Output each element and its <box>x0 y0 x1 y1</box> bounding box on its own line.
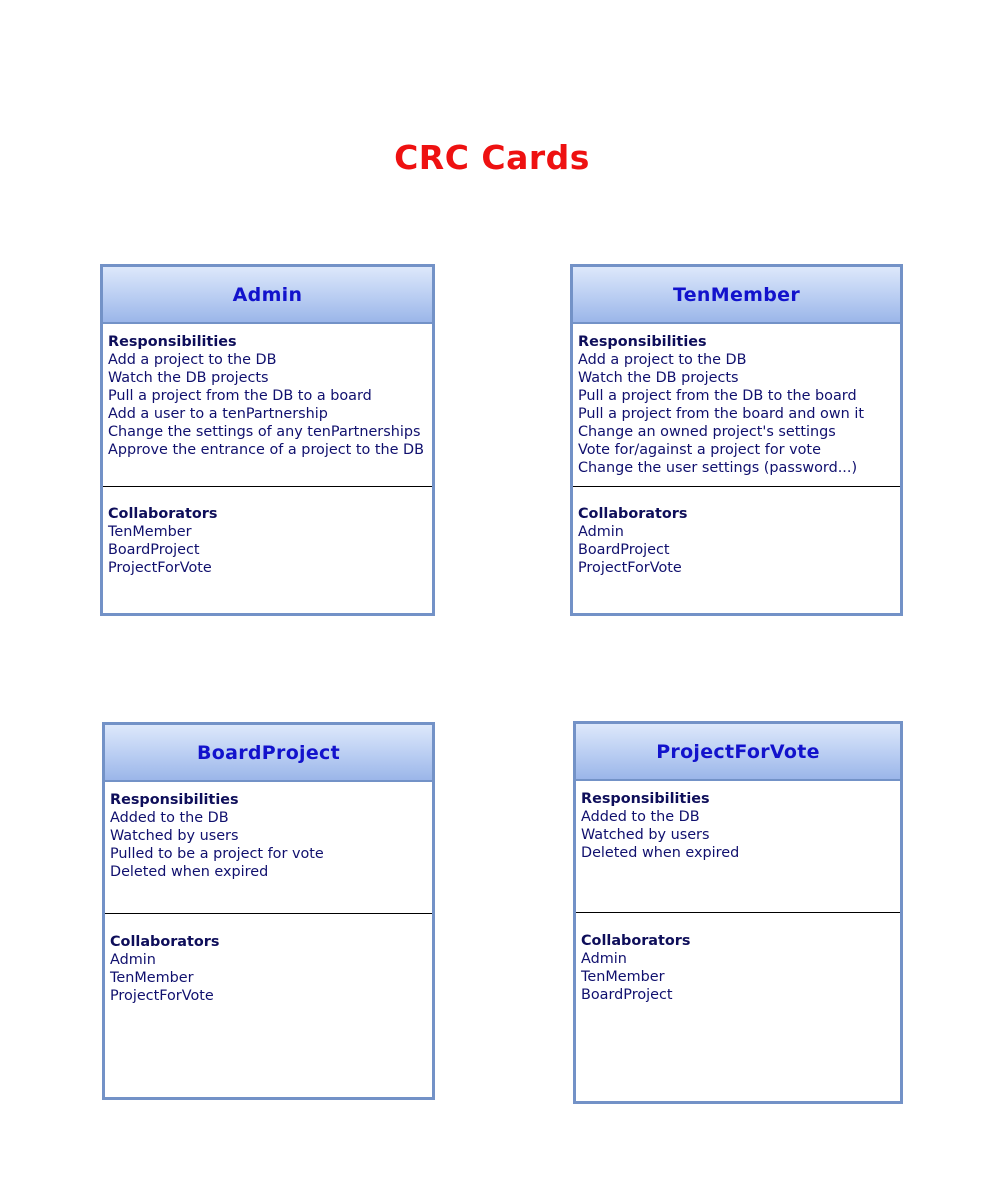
crc-card-projectforvote <box>573 721 903 1104</box>
responsibilities-section <box>110 791 428 881</box>
collaborator-item: BoardProject <box>581 987 673 1003</box>
collaborator-item: BoardProject <box>578 542 670 558</box>
responsibility-item: Watch the DB projects <box>108 370 269 386</box>
responsibilities-section <box>108 333 428 459</box>
section-divider <box>103 486 432 487</box>
responsibility-item: Change the user settings (password...) <box>578 460 858 476</box>
collaborators-section <box>581 932 896 1004</box>
responsibility-item: Deleted when expired <box>581 845 740 861</box>
responsibility-item: Add a project to the DB <box>578 352 747 368</box>
collaborators-section <box>108 505 428 577</box>
collaborators-heading: Collaborators <box>578 506 688 522</box>
card-class-name: BoardProject <box>196 741 341 764</box>
responsibility-item: Watched by users <box>581 827 710 843</box>
responsibilities-heading: Responsibilities <box>581 791 710 807</box>
responsibility-item: Deleted when expired <box>110 864 269 880</box>
responsibility-item: Change an owned project's settings <box>578 424 836 440</box>
collaborator-item: Admin <box>110 952 156 968</box>
section-divider <box>576 912 900 913</box>
card-header <box>103 267 432 324</box>
card-header <box>105 725 432 782</box>
responsibility-item: Add a user to a tenPartnership <box>108 406 328 422</box>
collaborator-item: TenMember <box>110 970 194 986</box>
responsibility-item: Added to the DB <box>581 809 700 825</box>
card-header <box>576 724 900 781</box>
section-divider <box>105 913 432 914</box>
responsibilities-section <box>581 790 896 862</box>
collaborators-section <box>578 505 896 577</box>
card-header <box>573 267 900 324</box>
collaborator-item: BoardProject <box>108 542 200 558</box>
section-divider <box>573 486 900 487</box>
responsibilities-section <box>578 333 896 477</box>
collaborator-item: TenMember <box>108 524 192 540</box>
responsibilities-heading: Responsibilities <box>578 334 707 350</box>
responsibility-item: Pulled to be a project for vote <box>110 846 324 862</box>
page-title: CRC Cards <box>394 138 590 177</box>
responsibility-item: Add a project to the DB <box>108 352 277 368</box>
collaborators-heading: Collaborators <box>108 506 218 522</box>
collaborator-item: ProjectForVote <box>108 560 212 576</box>
responsibility-item: Watched by users <box>110 828 239 844</box>
collaborator-item: ProjectForVote <box>110 988 214 1004</box>
collaborator-item: Admin <box>581 951 627 967</box>
responsibility-item: Vote for/against a project for vote <box>578 442 821 458</box>
crc-card-admin <box>100 264 435 616</box>
collaborator-item: ProjectForVote <box>578 560 682 576</box>
card-class-name: Admin <box>232 283 303 306</box>
responsibility-item: Pull a project from the DB to a board <box>108 388 372 404</box>
crc-card-boardproject <box>102 722 435 1100</box>
responsibility-item: Pull a project from the board and own it <box>578 406 864 422</box>
crc-card-tenmember <box>570 264 903 616</box>
collaborator-item: Admin <box>578 524 624 540</box>
responsibilities-heading: Responsibilities <box>110 792 239 808</box>
responsibility-item: Watch the DB projects <box>578 370 739 386</box>
collaborator-item: TenMember <box>581 969 665 985</box>
responsibility-item: Added to the DB <box>110 810 229 826</box>
collaborators-section <box>110 933 428 1005</box>
responsibilities-heading: Responsibilities <box>108 334 237 350</box>
collaborators-heading: Collaborators <box>581 933 691 949</box>
collaborators-heading: Collaborators <box>110 934 220 950</box>
responsibility-item: Approve the entrance of a project to the DB <box>108 442 424 458</box>
responsibility-item: Pull a project from the DB to the board <box>578 388 857 404</box>
card-class-name: TenMember <box>673 283 800 306</box>
card-class-name: ProjectForVote <box>656 740 820 763</box>
responsibility-item: Change the settings of any tenPartnerships <box>108 424 421 440</box>
